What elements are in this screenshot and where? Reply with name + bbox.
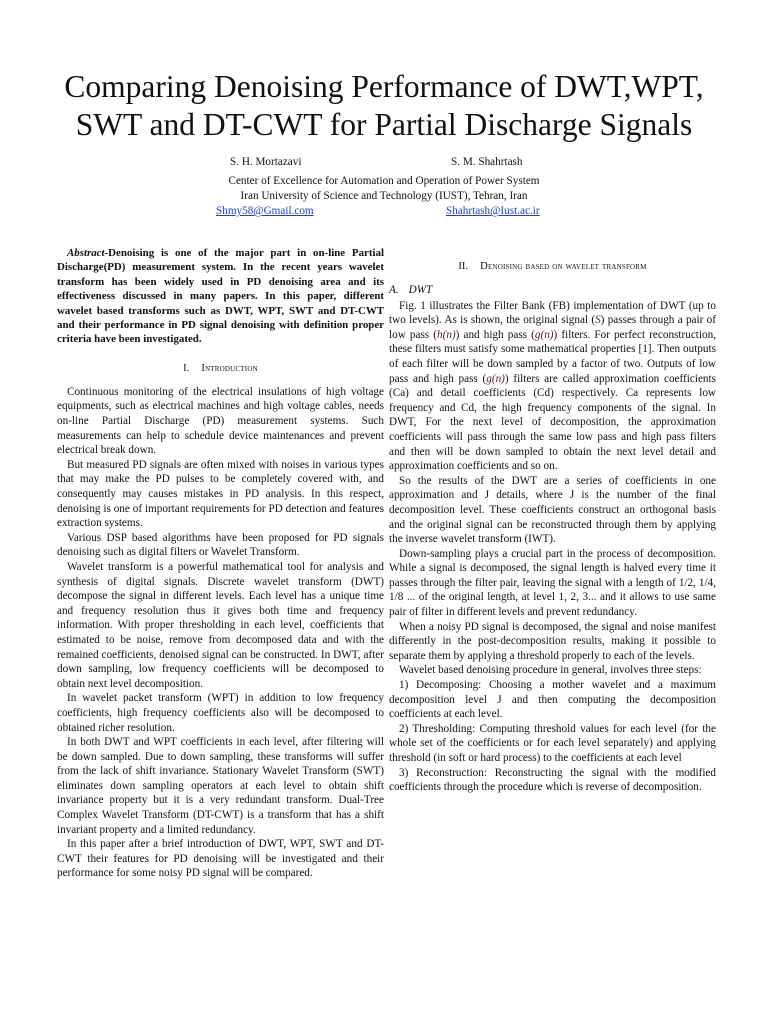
left-column — [57, 246, 384, 881]
text-run: ) filters are called approximation coefficients (Ca) and detail coefficients (Cd) respectively. Ca represents low frequency and Cd, the high frequency components of the signal. In DWT, For the next level of decomposition, the approximation coefficients will pass through the same low pass and high pass filters and then will be down sampled to obtain the next level detail and approximation coefficients and so on. — [389, 372, 716, 473]
subsection-title: DWT — [408, 284, 433, 296]
paragraph: 2) Thresholding: Computing threshold values for each level (for the whole set of the coefficients or for each level separately) and applying threshold (in soft or hard process) to the coefficients at each level — [389, 722, 716, 764]
math-symbol: S — [595, 314, 601, 327]
text-run: ) filters. For perfect reconstruction, these filters must satisfy some mathematical properties [1]. Then outputs of each filter will be down sampled by a factor of two. Outputs of low pass and high pass ( — [389, 328, 716, 385]
section-number: I. — [183, 362, 190, 374]
paragraph: 3) Reconstruction: Reconstructing the signal with the modified coefficients through the procedure which is reverse of decomposition. — [389, 766, 716, 794]
paragraph: Various DSP based algorithms have been proposed for PD signals denoising such as digital filters or Wavelet Transform. — [57, 531, 384, 559]
paragraph: So the results of the DWT are a series of coefficients in one approximation and J details, where J is the number of the final decomposition level. These coefficients construct an orthogonal basis and the original signal can be reconstructed through them by applying the inverse wavelet transform (IWT). — [389, 474, 716, 546]
paragraph: 1) Decomposing: Choosing a mother wavelet and a maximum decomposition level J and then computing the decomposition coefficients at each level. — [389, 679, 716, 721]
author-block — [0, 155, 768, 217]
math-symbol: g(n) — [486, 372, 505, 385]
affiliation: Iran University of Science and Technology (IUST), Tehran, Iran — [240, 190, 528, 202]
right-column — [389, 246, 716, 795]
paragraph: Wavelet based denoising procedure in general, involves three steps: — [399, 664, 702, 677]
section-heading — [389, 260, 716, 274]
author-email-link[interactable]: Shmy58@Gmail.com — [216, 205, 314, 217]
section-number: II. — [458, 261, 469, 272]
paragraph: Continuous monitoring of the electrical insulations of high voltage equipments, such as electrical machines and high voltage cables, needs on-line Partial Discharge (PD) measurement systems. Such measurements can help to schedule device maintenances and prevent electrical break down. — [57, 385, 384, 457]
math-symbol: g(n) — [534, 328, 554, 341]
author-name: S. H. Mortazavi — [230, 156, 302, 168]
paragraph: Down-sampling plays a crucial part in the process of decomposition. While a signal is decomposed, the signal length is halved every time it passes through the filter pair, leaving the signal with a length of 1/2, 1/4, 1/8 ... of the original length, at level 1, 2, 3... and it allows to use same pair of filter in different levels and prevent redundancy. — [389, 547, 716, 619]
paragraph: Wavelet transform is a powerful mathematical tool for analysis and synthesis of digital signals. Discrete wavelet transform (DWT) decompose the signal in different levels. Each level has a unique time and frequency resolution thus it gives both time and frequency information. With proper thresholding in each level, coefficients that estimated to be noise, remove from decomposed data and with the remained coefficients, denoised signal can be constructed. In DWT, after down sampling, low frequency coefficients will be decomposed to obtain next level decomposition. — [57, 560, 384, 690]
paragraph — [389, 299, 716, 474]
paper-title: Comparing Denoising Performance of DWT,WPT, SWT and DT-CWT for Partial Discharge Signals — [64, 69, 704, 142]
paragraph: In wavelet packet transform (WPT) in addition to low frequency coefficients, high frequency coefficients also will be decomposed to obtained richer resolution. — [57, 692, 384, 734]
text-run: ) and high pass ( — [455, 328, 535, 341]
author-name: S. M. Shahrtash — [451, 156, 523, 168]
affiliation: Center of Excellence for Automation and Operation of Power System — [228, 175, 540, 187]
subsection-heading — [389, 283, 716, 298]
section-name: Denoising based on wavelet transform — [480, 261, 647, 272]
paragraph: But measured PD signals are often mixed with noises in various types that may make the PD pulses to be completely covered with, and consequently may causes mistakes in PD analysis. In this respect, denoising is one of important requirements for PD detection and features extraction systems. — [57, 458, 384, 530]
section-name: Introduction — [201, 362, 258, 374]
abstract-text: -Denoising is one of the major part in on-line Partial Discharge(PD) measurement system. In the recent years wavelet transform has been widely used in PD denoising area and its effectiveness discussed in many papers. In this paper, different wavelet based transforms such as DWT, WPT, SWT and DT-CWT and their performance in PD signal denoising with definition proper criteria have been investigated. — [57, 247, 384, 346]
paragraph: In this paper after a brief introduction of DWT, WPT, SWT and DT-CWT their features for PD denoising will be investigated and their performance for some noisy PD signal will be compared. — [57, 838, 384, 880]
abstract-lead: Abstract — [67, 247, 105, 259]
section-heading — [57, 362, 384, 376]
math-symbol: h(n) — [437, 328, 456, 341]
subsection-label: A. — [389, 284, 399, 296]
text-run: Fig. 1 illustrates the Filter Bank (FB) implementation of DWT (up to two levels). As is shown, the original signal ( — [389, 299, 716, 327]
paragraph: In both DWT and WPT coefficients in each level, after filtering will be down sampled. Due to down sampling, these transforms will suffer from the lack of shift invariance. Stationary Wavelet Transform (SWT) eliminates down sampling operators at each level to obtain shift invariance property but it is a very redundant transform. Dual-Tree Complex Wavelet Transform (DT-CWT) is a transform that has a shift invariant property and a limited redundancy. — [57, 736, 384, 836]
paragraph: When a noisy PD signal is decomposed, the signal and noise manifest differently in the post-decomposition results, making it possible to separate them by applying a threshold properly to each of the levels. — [389, 620, 716, 662]
author-email-link[interactable]: Shahrtash@Iust.ac.ir — [446, 205, 540, 217]
text-run: ) passes through a pair of low pass ( — [389, 314, 716, 341]
abstract — [57, 246, 384, 347]
